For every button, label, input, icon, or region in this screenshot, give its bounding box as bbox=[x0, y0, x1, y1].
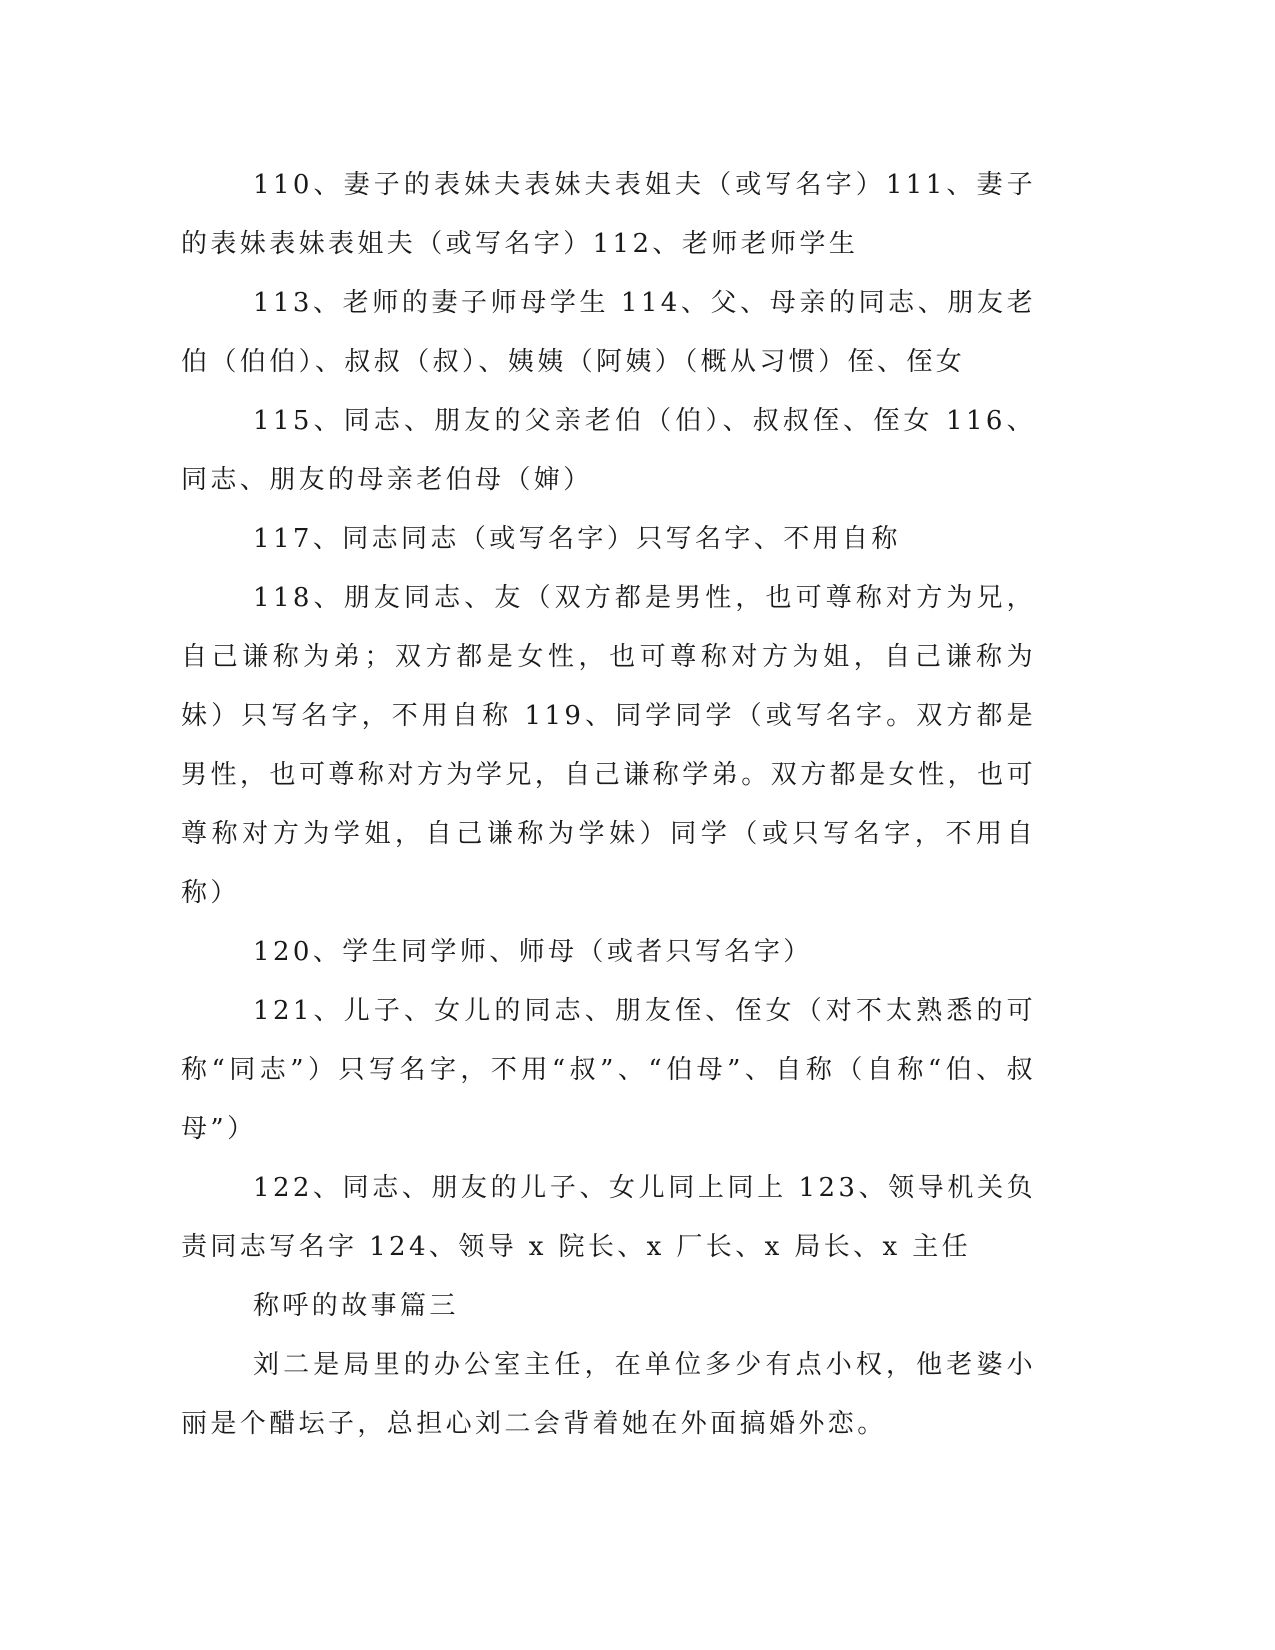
paragraph: 120、学生同学师、师母（或者只写名字） bbox=[253, 937, 813, 967]
section-heading: 称呼的故事篇三 bbox=[253, 1291, 459, 1321]
paragraph: 117、同志同志（或写名字）只写名字、不用自称 bbox=[253, 524, 901, 554]
paragraph: 122、同志、朋友的儿子、女儿同上同上 123、领导机关负责同志写名字 124、领导 x 院长、x 厂长、x 局长、x 主任 bbox=[181, 1173, 1036, 1262]
paragraph: 121、儿子、女儿的同志、朋友侄、侄女（对不太熟悉的可称“同志”）只写名字，不用“叔”、“伯母”、自称（自称“伯、叔母”） bbox=[181, 996, 1036, 1144]
document-body bbox=[181, 156, 1036, 1454]
paragraph: 113、老师的妻子师母学生 114、父、母亲的同志、朋友老伯（伯伯）、叔叔（叔）、姨姨（阿姨）（概从习惯）侄、侄女 bbox=[181, 288, 1036, 377]
paragraph: 刘二是局里的办公室主任，在单位多少有点小权，他老婆小丽是个醋坛子，总担心刘二会背着她在外面搞婚外恋。 bbox=[181, 1350, 1036, 1439]
paragraph: 115、同志、朋友的父亲老伯（伯）、叔叔侄、侄女 116、同志、朋友的母亲老伯母（婶） bbox=[181, 406, 1036, 495]
paragraph: 110、妻子的表妹夫表妹夫表姐夫（或写名字）111、妻子的表妹表妹表姐夫（或写名字）112、老师老师学生 bbox=[181, 170, 1036, 259]
paragraph: 118、朋友同志、友（双方都是男性，也可尊称对方为兄，自己谦称为弟；双方都是女性，也可尊称对方为姐，自己谦称为妹）只写名字，不用自称 119、同学同学（或写名字。双方都是男性，也可尊称对方为学兄，自己谦称学弟。双方都是女性，也可尊称对方为学姐，自己谦称为学妹）同学（或只写名字，不用自称） bbox=[181, 583, 1036, 908]
